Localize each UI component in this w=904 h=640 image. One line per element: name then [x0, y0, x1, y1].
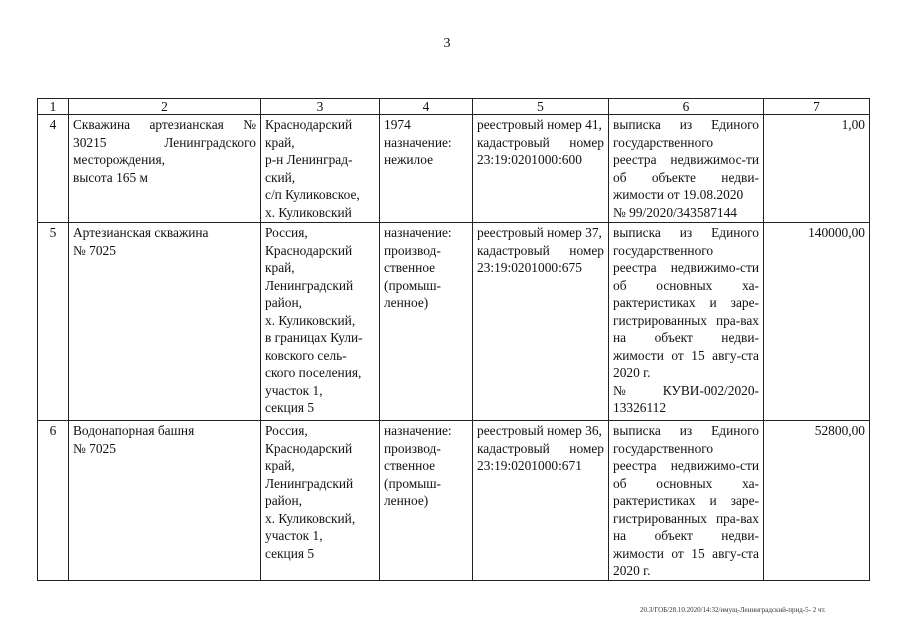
object-value: 1,00	[764, 115, 870, 223]
row-number: 4	[38, 115, 69, 223]
column-header: 5	[473, 99, 609, 115]
column-header: 7	[764, 99, 870, 115]
object-name: Скважина артезианская № 30215 Ленинградского месторождения, высота 165 м	[69, 115, 261, 223]
object-address: Краснодарский край, р-н Ленинград-ский, с/п Куликовское, х. Куликовский	[261, 115, 380, 223]
object-address: Россия, Краснодарский край, Ленинградский район, х. Куликовский, участок 1, секция 5	[261, 421, 380, 581]
property-table	[37, 98, 870, 581]
object-name: Артезианская скважина № 7025	[69, 223, 261, 421]
table-header-row	[38, 99, 870, 115]
column-header: 3	[261, 99, 380, 115]
row-number: 6	[38, 421, 69, 581]
registry-numbers: реестровый номер 37, кадастровый номер 23:19:0201000:675	[473, 223, 609, 421]
object-value: 140000,00	[764, 223, 870, 421]
table-row	[38, 115, 870, 223]
document-footer-code: 20.3/ГОБ/28.10.2020/14:32/имущ-Ленинградский-прид-5- 2 чт.	[640, 606, 826, 614]
object-purpose: назначение: производ-ственное (промыш-ленное)	[380, 421, 473, 581]
table-row	[38, 223, 870, 421]
row-number: 5	[38, 223, 69, 421]
column-header: 6	[609, 99, 764, 115]
registry-numbers: реестровый номер 41, кадастровый номер 23:19:0201000:600	[473, 115, 609, 223]
column-header: 2	[69, 99, 261, 115]
registry-document: выписка из Единого государственного реестра недвижимо-сти об основных ха-рактеристиках и заре-гистрированных пра-вах на объект недви-жимости от 15 авгу-ста 2020 г. № КУВИ-002/2020-13326112	[609, 223, 764, 421]
column-header: 4	[380, 99, 473, 115]
object-value: 52800,00	[764, 421, 870, 581]
registry-numbers: реестровый номер 36, кадастровый номер 23:19:0201000:671	[473, 421, 609, 581]
object-purpose: 1974 назначение: нежилое	[380, 115, 473, 223]
page-number: 3	[443, 36, 451, 51]
registry-document: выписка из Единого государственного реестра недвижимо-сти об основных ха-рактеристиках и заре-гистрированных пра-вах на объект недви-жимости от 15 авгу-ста 2020 г.	[609, 421, 764, 581]
object-name: Водонапорная башня № 7025	[69, 421, 261, 581]
table-row	[38, 421, 870, 581]
object-purpose: назначение: производ-ственное (промыш-ленное)	[380, 223, 473, 421]
object-address: Россия, Краснодарский край, Ленинградский район, х. Куликовский, в границах Кули-ковского сель-ского поселения, участок 1, секция 5	[261, 223, 380, 421]
registry-document: выписка из Единого государственного реестра недвижимос-ти об объекте недви-жимости от 19.08.2020 № 99/2020/343587144	[609, 115, 764, 223]
column-header: 1	[38, 99, 69, 115]
